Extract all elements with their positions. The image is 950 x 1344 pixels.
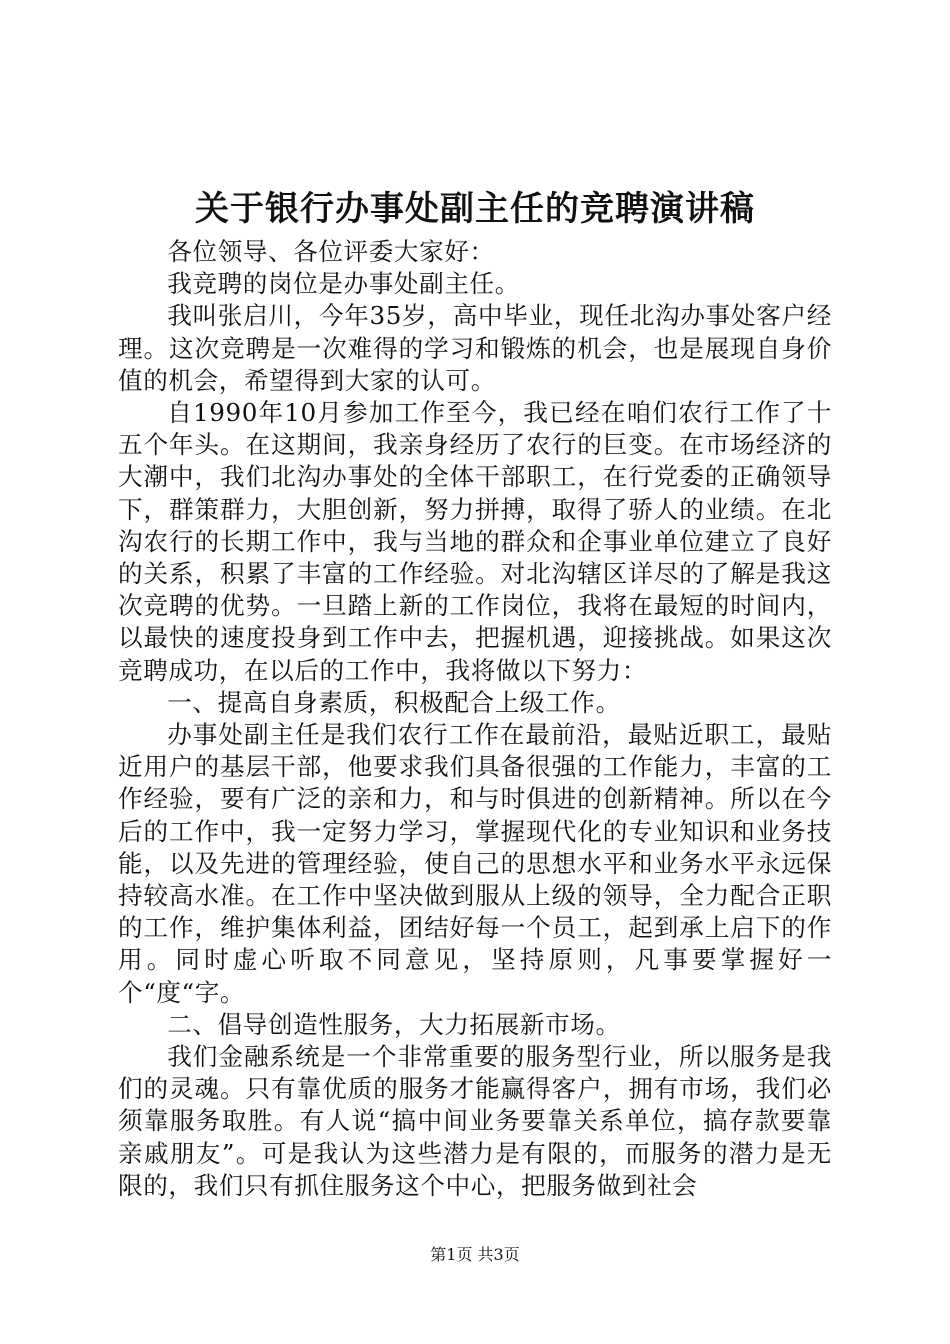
- paragraph-self-intro: 我叫张启川，今年35岁，高中毕业，现任北沟办事处客户经理。这次竞聘是一次难得的学习和锻炼的机会，也是展现自身价值的机会，希望得到大家的认可。: [118, 301, 832, 395]
- paragraph-position: 我竞聘的岗位是办事处副主任。: [167, 269, 520, 299]
- document-title: 关于银行办事处副主任的竞聘演讲稿: [195, 189, 755, 229]
- paragraph-section-2: 我们金融系统是一个非常重要的服务型行业，所以服务是我们的灵魂。只有靠优质的服务才能赢得客户，拥有市场，我们必须靠服务取胜。有人说“搞中间业务要靠关系单位，搞存款要靠亲戚朋友”。可是我认为这些潜力是有限的，而服务的潜力是无限的，我们只有抓住服务这个中心，把服务做到社会: [118, 1042, 832, 1200]
- paragraph-work-history: 自1990年10月参加工作至今，我已经在咱们农行工作了十五个年头。在这期间，我亲身经历了农行的巨变。在市场经济的大潮中，我们北沟办事处的全体干部职工，在行党委的正确领导下，群策群力，大胆创新，努力拼搏，取得了骄人的业绩。在北沟农行的长期工作中，我与当地的群众和企事业单位建立了良好的关系，积累了丰富的工作经验。对北沟辖区详尽的了解是我这次竞聘的优势。一旦踏上新的工作岗位，我将在最短的时间内，以最快的速度投身到工作中去，把握机遇，迎接挑战。如果这次竞聘成功，在以后的工作中，我将做以下努力：: [118, 398, 832, 685]
- page-number-footer: 第1页 共3页: [430, 1245, 520, 1264]
- document-body: [118, 236, 832, 1202]
- paragraph-section-1: 办事处副主任是我们农行工作在最前沿，最贴近职工，最贴近用户的基层干部，他要求我们具备很强的工作能力，丰富的工作经验，要有广泛的亲和力，和与时俱进的创新精神。所以在今后的工作中，我一定努力学习，掌握现代化的专业知识和业务技能，以及先进的管理经验，使自己的思想水平和业务水平永远保持较高水准。在工作中坚决做到服从上级的领导，全力配合正职的工作，维护集体利益，团结好每一个员工，起到承上启下的作用。同时虚心听取不同意见，坚持原则，凡事要掌握好一个“度“字。: [118, 720, 832, 1007]
- section-heading-1: 一、提高自身素质，积极配合上级工作。: [167, 687, 621, 717]
- paragraph-greeting: 各位领导、各位评委大家好：: [167, 237, 495, 266]
- section-heading-2: 二、倡导创造性服务，大力拓展新市场。: [167, 1009, 621, 1039]
